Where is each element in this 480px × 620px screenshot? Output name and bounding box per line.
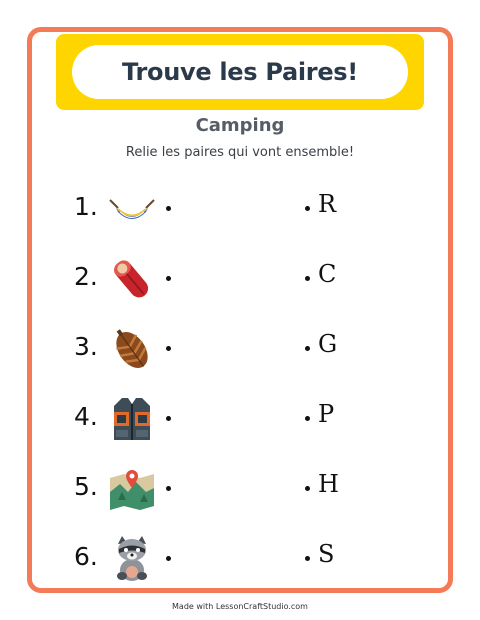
left-match-dot[interactable] [166,206,171,211]
map-icon [106,462,158,514]
item-number: 4. [74,402,98,431]
left-match-dot[interactable] [166,556,171,561]
footer-credit: Made with LessonCraftStudio.com [172,602,308,611]
page-title: Trouve les Paires! [122,58,358,86]
raccoon-icon [106,532,158,584]
match-row-2 [0,248,480,308]
left-match-dot[interactable] [166,346,171,351]
left-match-dot[interactable] [166,486,171,491]
match-letter: P [318,400,335,428]
sleeping-bag-icon [106,252,158,304]
right-match-dot[interactable] [305,556,310,561]
item-number: 6. [74,542,98,571]
item-number: 3. [74,332,98,361]
match-letter: C [318,260,337,288]
left-match-dot[interactable] [166,276,171,281]
match-letter: G [318,330,338,358]
match-row-4 [0,388,480,448]
match-letter: S [318,540,335,568]
left-match-dot[interactable] [166,416,171,421]
right-match-dot[interactable] [305,486,310,491]
worksheet-topic: Camping [195,115,285,136]
match-row-3 [0,318,480,378]
vest-icon [106,392,158,444]
pinecone-icon [106,322,158,374]
right-match-dot[interactable] [305,206,310,211]
match-row-6 [0,528,480,588]
right-match-dot[interactable] [305,416,310,421]
title-pill [72,45,408,99]
match-row-1 [0,178,480,238]
item-number: 2. [74,262,98,291]
right-match-dot[interactable] [305,276,310,281]
item-number: 1. [74,192,98,221]
instructions: Relie les paires qui vont ensemble! [125,145,355,160]
match-letter: R [318,190,337,218]
match-letter: H [318,470,339,498]
match-row-5 [0,458,480,518]
item-number: 5. [74,472,98,501]
right-match-dot[interactable] [305,346,310,351]
hammock-icon [106,182,158,234]
